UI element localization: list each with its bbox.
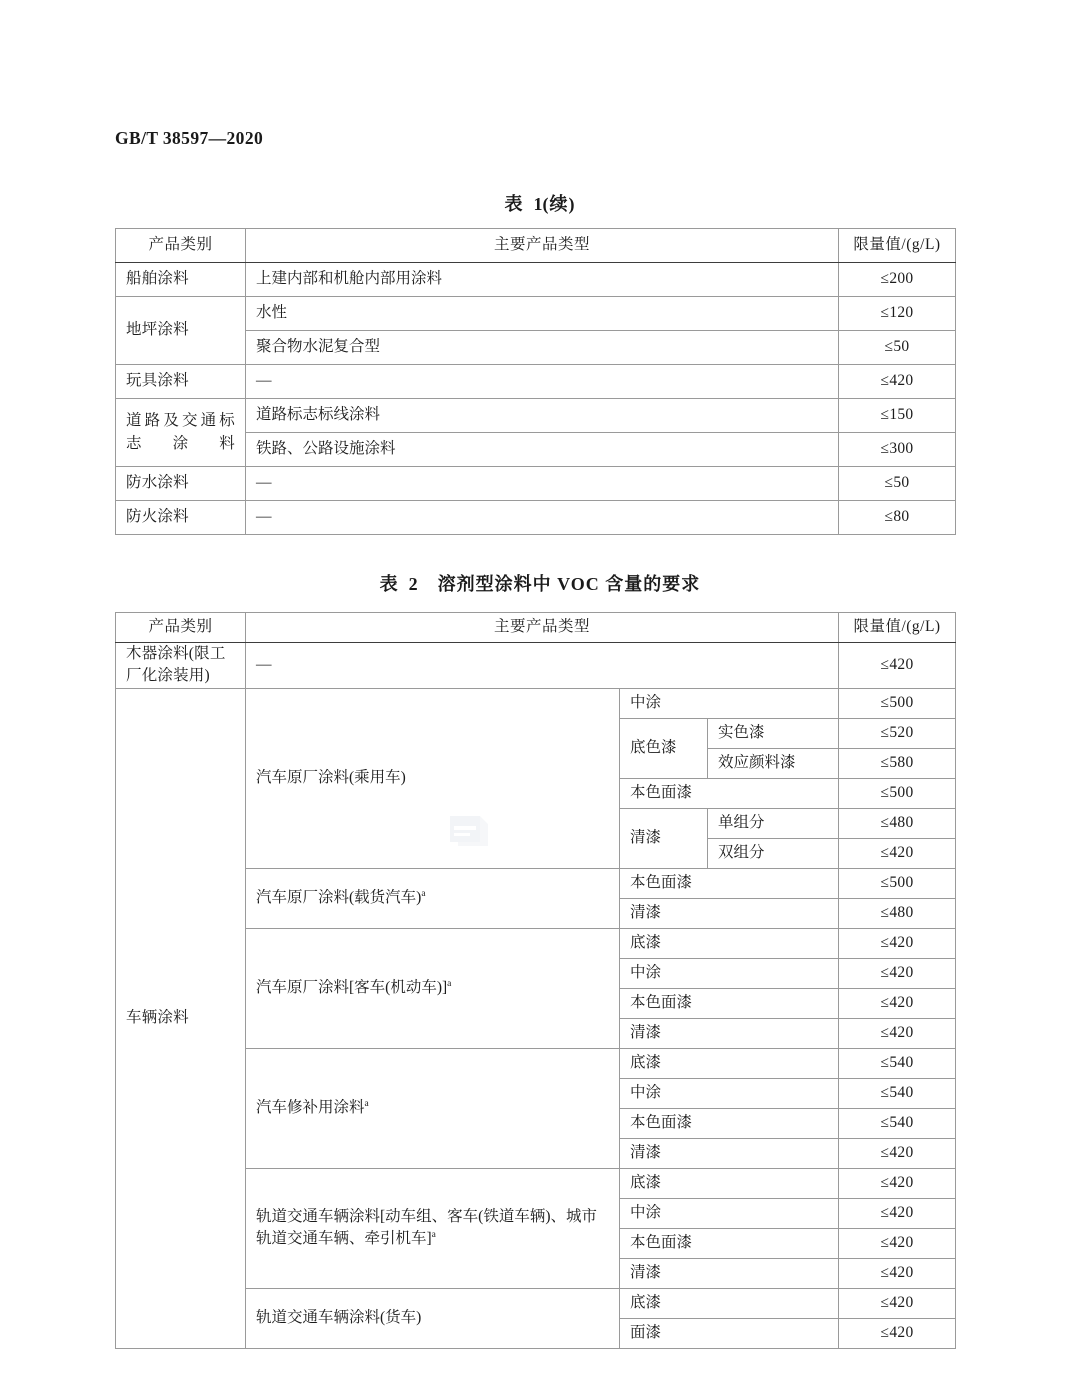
cell-subtype: 中涂 xyxy=(620,688,839,718)
cell-limit-value: ≤500 xyxy=(839,688,956,718)
cell-limit-value: ≤540 xyxy=(839,1108,956,1138)
cell-product-type: 汽车原厂涂料(载货汽车)$^a$ xyxy=(246,868,620,928)
cell-product-type: — xyxy=(246,365,839,399)
table1-header-limit: 限量值/(g/L) xyxy=(839,229,956,263)
footnote-marker: a xyxy=(364,1099,369,1110)
table2-header-category: 产品类别 xyxy=(116,613,246,643)
table-row xyxy=(116,643,956,689)
cell-subtype: 中涂 xyxy=(620,958,839,988)
cell-subtype: 底漆 xyxy=(620,1048,839,1078)
cell-subtype: 本色面漆 xyxy=(620,868,839,898)
cell-limit-value: ≤50 xyxy=(839,331,956,365)
cell-subtype-detail: 效应颜料漆 xyxy=(708,748,839,778)
cell-product-type: 轨道交通车辆涂料(货车) xyxy=(246,1288,620,1348)
table1-caption xyxy=(0,190,1080,216)
table1-header-type: 主要产品类型 xyxy=(246,229,839,263)
cell-limit-value: ≤420 xyxy=(839,1288,956,1318)
cell-limit-value: ≤580 xyxy=(839,748,956,778)
footnote-marker: a xyxy=(447,979,452,990)
cell-limit-value: ≤420 xyxy=(839,1198,956,1228)
cell-limit-value: ≤420 xyxy=(839,958,956,988)
cell-product-type: 道路标志标线涂料 xyxy=(246,399,839,433)
cell-subtype: 中涂 xyxy=(620,1198,839,1228)
cell-limit-value: ≤500 xyxy=(839,778,956,808)
table-row xyxy=(116,688,956,718)
table-row xyxy=(116,467,956,501)
cell-subtype-detail: 实色漆 xyxy=(708,718,839,748)
cell-category: 防火涂料 xyxy=(116,501,246,535)
cell-category: 地坪涂料 xyxy=(116,297,246,365)
table2-caption-label: 表 xyxy=(379,574,399,594)
cell-limit-value: ≤300 xyxy=(839,433,956,467)
cell-category: 玩具涂料 xyxy=(116,365,246,399)
table1-caption-number: 1 xyxy=(533,194,543,214)
cell-category: 道路及交通标志涂料 xyxy=(116,399,246,467)
cell-limit-value: ≤420 xyxy=(839,928,956,958)
cell-subtype: 中涂 xyxy=(620,1078,839,1108)
cell-product-type: 铁路、公路设施涂料 xyxy=(246,433,839,467)
cell-subtype: 清漆 xyxy=(620,898,839,928)
cell-category: 木器涂料(限工厂化涂装用) xyxy=(116,643,246,689)
table-1 xyxy=(115,228,956,535)
cell-product-type: 汽车原厂涂料[客车(机动车)]$^a$ xyxy=(246,928,620,1048)
cell-limit-value: ≤420 xyxy=(839,1168,956,1198)
footnote-marker: a xyxy=(421,889,426,900)
cell-limit-value: ≤480 xyxy=(839,898,956,928)
cell-category: 车辆涂料 xyxy=(116,688,246,1348)
cell-product-type: — xyxy=(246,643,839,689)
footnote-marker: a xyxy=(431,1230,436,1241)
table2-caption-number: 2 xyxy=(408,574,418,594)
table1-caption-suffix: (续) xyxy=(542,194,576,214)
table-row xyxy=(116,263,956,297)
cell-limit-value: ≤420 xyxy=(839,1138,956,1168)
cell-subtype: 本色面漆 xyxy=(620,988,839,1018)
table2-caption-title: 溶剂型涂料中 VOC 含量的要求 xyxy=(437,574,701,594)
cell-subtype: 清漆 xyxy=(620,1018,839,1048)
table1-caption-label: 表 xyxy=(504,194,524,214)
cell-limit-value: ≤500 xyxy=(839,868,956,898)
cell-product-type: — xyxy=(246,467,839,501)
cell-limit-value: ≤120 xyxy=(839,297,956,331)
cell-limit-value: ≤480 xyxy=(839,808,956,838)
table1-header-row xyxy=(116,229,956,263)
cell-subtype-detail: 单组分 xyxy=(708,808,839,838)
cell-limit-value: ≤50 xyxy=(839,467,956,501)
cell-limit-value: ≤420 xyxy=(839,1318,956,1348)
cell-product-type: 聚合物水泥复合型 xyxy=(246,331,839,365)
cell-limit-value: ≤420 xyxy=(839,1228,956,1258)
cell-limit-value: ≤150 xyxy=(839,399,956,433)
cell-limit-value: ≤420 xyxy=(839,838,956,868)
table2-caption xyxy=(0,570,1080,596)
table2-header-type: 主要产品类型 xyxy=(246,613,839,643)
cell-limit-value: ≤520 xyxy=(839,718,956,748)
cell-category: 船舶涂料 xyxy=(116,263,246,297)
table-row xyxy=(116,399,956,433)
cell-subtype: 清漆 xyxy=(620,1138,839,1168)
cell-product-type: 汽车修补用涂料$^a$ xyxy=(246,1048,620,1168)
cell-limit-value: ≤80 xyxy=(839,501,956,535)
table-row xyxy=(116,365,956,399)
table1-header-category: 产品类别 xyxy=(116,229,246,263)
cell-subtype: 本色面漆 xyxy=(620,1108,839,1138)
cell-limit-value: ≤540 xyxy=(839,1078,956,1108)
cell-limit-value: ≤420 xyxy=(839,1258,956,1288)
cell-product-type: 水性 xyxy=(246,297,839,331)
cell-limit-value: ≤420 xyxy=(839,1018,956,1048)
standard-number-header: GB/T 38597—2020 xyxy=(115,128,264,148)
cell-product-type: — xyxy=(246,501,839,535)
cell-subtype: 本色面漆 xyxy=(620,778,839,808)
table-row xyxy=(116,297,956,331)
table-2 xyxy=(115,612,956,1349)
cell-category: 防水涂料 xyxy=(116,467,246,501)
table-row xyxy=(116,501,956,535)
cell-subtype: 底漆 xyxy=(620,1168,839,1198)
cell-limit-value: ≤540 xyxy=(839,1048,956,1078)
table2-header-limit: 限量值/(g/L) xyxy=(839,613,956,643)
cell-product-type: 汽车原厂涂料(乘用车) xyxy=(246,688,620,868)
cell-subtype: 底漆 xyxy=(620,1288,839,1318)
cell-subtype: 本色面漆 xyxy=(620,1228,839,1258)
cell-subtype: 清漆 xyxy=(620,808,708,868)
cell-limit-value: ≤420 xyxy=(839,643,956,689)
cell-limit-value: ≤420 xyxy=(839,988,956,1018)
cell-subtype-detail: 双组分 xyxy=(708,838,839,868)
cell-product-type: 上建内部和机舱内部用涂料 xyxy=(246,263,839,297)
cell-subtype: 面漆 xyxy=(620,1318,839,1348)
cell-limit-value: ≤200 xyxy=(839,263,956,297)
cell-subtype: 清漆 xyxy=(620,1258,839,1288)
table2-header-row xyxy=(116,613,956,643)
cell-subtype: 底漆 xyxy=(620,928,839,958)
cell-limit-value: ≤420 xyxy=(839,365,956,399)
cell-product-type: 轨道交通车辆涂料[动车组、客车(铁道车辆)、城市轨道交通车辆、牵引机车]$^a$ xyxy=(246,1168,620,1288)
cell-subtype: 底色漆 xyxy=(620,718,708,778)
